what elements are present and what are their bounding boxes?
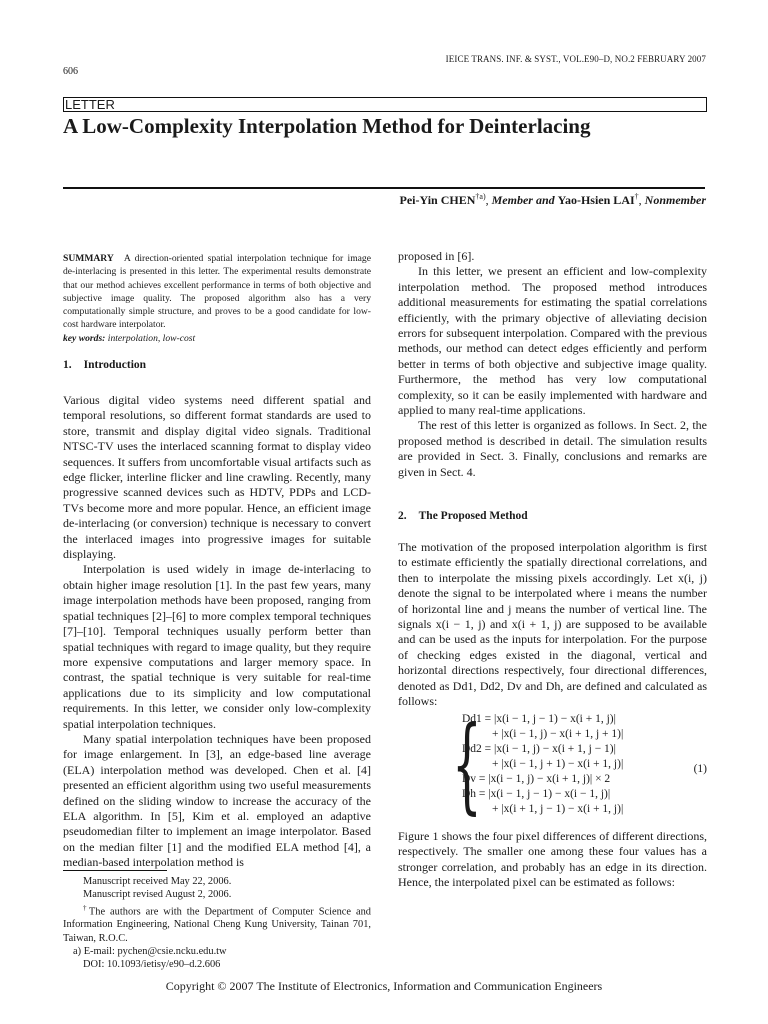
- equation-line: Dd2 = |x(i − 1, j) − x(i + 1, j − 1)|: [462, 743, 616, 755]
- intro-paragraph-1: Various digital video systems need different spatial and temporal resolutions, so different format standards are used to store, transmit and display digital video signals. Traditional NTSC-TV uses the interlaced scanning format to display video sequences. It suffers from uncomfortable visual artifacts such as edge flicker, interline flicker and line crawling. Recently, many progressive scanned devices such as HDTV, PDPs and LCD-TVs become more and more popular. Hence, an efficient image de-interlacing (or conversion) technique is necessary to convert the interlaced images into progressive images for suitable displaying.: [63, 393, 372, 562]
- keywords-line: [63, 332, 371, 345]
- method-paragraph-1: The motivation of the proposed interpolation algorithm is first to estimate efficiently the spatially directional correlations, and then to interpolate the missing pixels accordingly. Let x(i, j) denote the signal to be interpolated where i means the number of horizontal line and j means the number of vertical line. The signals x(i − 1, j) and x(i + 1, j) are supposed to be available and can be used as the inputs for interpolation. For the purpose of checking edges existed in the diagonal, vertical and horizontal directions respectively, four directional differences, denoted as Dd1, Dd2, Dv and Dh, are defined and calculated as follows:: [398, 540, 707, 709]
- journal-header: IEICE TRANS. INF. & SYST., VOL.E90–D, NO.2 FEBRUARY 2007: [445, 54, 706, 64]
- footnote-email: [63, 945, 371, 958]
- footnote-rule: [63, 870, 167, 871]
- author-2-mark: †: [634, 192, 639, 201]
- author-sep-2: ,: [638, 193, 645, 207]
- section-2-number: 2.: [398, 510, 407, 522]
- footnote-received: Manuscript received May 22, 2006.: [83, 876, 232, 887]
- section-2-title: The Proposed Method: [418, 510, 528, 522]
- footnote-email-text: E-mail: pychen@csie.ncku.edu.tw: [83, 945, 227, 957]
- intro-paragraph-3: Many spatial interpolation techniques have been proposed for image enlargement. In [3], an edge-based line average (ELA) interpolation method was developed. Chen et al. [4] presented an efficient algorithm using two useful measurements defined on the sliding window to increase the accuracy of the ELA algorithm. In [5], Kim et al. employed an adaptive pseudomedian filter to implement an image interpolator. Based on the median filter [1] and the modified ELA method [4], a median-based interpolation method is: [63, 731, 371, 870]
- equation-1: [452, 703, 707, 825]
- right-column-intro: [398, 249, 707, 480]
- summary-block: [63, 252, 371, 345]
- footnote-email-mark: a): [73, 945, 82, 957]
- title-rule: [63, 187, 705, 189]
- equation-line: + |x(i + 1, j − 1) − x(i + 1, j)|: [492, 803, 624, 815]
- section-2-heading: [398, 510, 707, 522]
- footnote-affiliation: [63, 902, 371, 945]
- intro-paragraph-2: Interpolation is used widely in image de-interlacing to obtain higher image resolution [1]. In the past few years, many image interpolation methods have been proposed, ranging from spatial techniques [2]–[6] to more complex temporal techniques [7]–[10]. Temporal techniques usually perform better than spatial techniques with regard to image quality, but they require more expensive computations and larger memory space. In contrast, the spatial technique is very suitable for real-time applications due to its simplicity and low computational requirements. In this letter, we consider only low-complexity spatial interpolation techniques.: [63, 562, 371, 731]
- author-line: [400, 192, 706, 208]
- section-1-heading: [63, 359, 371, 371]
- section-1-title: Introduction: [83, 359, 147, 371]
- section-2-body: [398, 540, 707, 709]
- equation-line: Dh = |x(i − 1, j − 1) − x(i − 1, j)|: [462, 788, 611, 800]
- author-2-role: Nonmember: [644, 193, 706, 207]
- footnote-doi: DOI: 10.1093/ietisy/e90–d.2.606: [83, 959, 221, 971]
- page-number: 606: [63, 66, 78, 77]
- footnote-affiliation-text: The authors are with the Department of Computer Science and Information Engineering, National Cheng Kung University, Tainan 701, Taiwan, R.O.C.: [63, 906, 372, 944]
- author-and: and: [532, 193, 558, 207]
- equation-number: (1): [693, 763, 707, 775]
- intro-paragraph-4: In this letter, we present an efficient and low-complexity interpolation method. The proposed method introduces additional measurements for estimating the spatial correlations efficiently, with the primary objective of alleviating decision errors for subsequent interpolation. Compared with the previous methods, our method can detect edges efficiently and perform better in terms of both objective and subjective image quality. Furthermore, the method has very low computational complexity, so it can be easily implemented with hardware and applied to many real-time applications.: [398, 264, 707, 418]
- author-1-role: Member: [491, 193, 533, 207]
- section-1-number: 1.: [63, 359, 72, 371]
- section-1-body: [63, 393, 371, 871]
- equation-line: Dv = |x(i − 1, j) − x(i + 1, j)| × 2: [462, 773, 611, 785]
- section-2-body-continued: [398, 829, 707, 891]
- paper-title: A Low-Complexity Interpolation Method for Deinterlacing: [63, 114, 591, 138]
- summary-text: A direction-oriented spatial interpolation technique for image de-interlacing is presented in this letter. The experimental results demonstrate that our method achieves excellent performance in terms of both objective and subjective image quality. The proposed algorithm also has a very computationally simple structure, and proves to be a good candidate for low-cost hardware interpolator.: [63, 253, 371, 331]
- author-1-mark: †a): [475, 192, 486, 201]
- author-sep-1: ,: [485, 193, 492, 207]
- summary-label: SUMMARY: [63, 253, 114, 264]
- footnote-affiliation-mark: †: [83, 903, 89, 912]
- equation-line: Dd1 = |x(i − 1, j − 1) − x(i + 1, j)|: [462, 713, 616, 725]
- equation-brace: {: [452, 703, 482, 825]
- keywords-label: key words:: [63, 332, 106, 344]
- intro-paragraph-5: The rest of this letter is organized as follows. In Sect. 2, the proposed method is described in detail. The simulation results are provided in Sect. 3. Finally, conclusions and remarks are given in Sect. 4.: [398, 418, 707, 479]
- copyright-line: Copyright © 2007 The Institute of Electronics, Information and Communication Engineers: [165, 979, 603, 993]
- footnotes: [63, 875, 371, 972]
- footnote-revised: Manuscript revised August 2, 2006.: [83, 889, 232, 901]
- equation-line: + |x(i − 1, j + 1) − x(i + 1, j)|: [492, 758, 624, 770]
- author-2-name: Yao-Hsien LAI: [557, 193, 635, 207]
- intro-continuation: proposed in [6].: [398, 249, 475, 263]
- author-1-name: Pei-Yin CHEN: [399, 193, 476, 207]
- article-type-box: LETTER: [63, 97, 707, 112]
- equation-line: + |x(i − 1, j) − x(i + 1, j + 1)|: [492, 728, 624, 740]
- keywords-value: interpolation, low-cost: [107, 332, 196, 344]
- method-paragraph-2: Figure 1 shows the four pixel differences of different directions, respectively. The smaller one among these four values has a stronger correlation, and probably has an edge in its direction. Hence, the interpolated pixel can be estimated as follows:: [398, 829, 707, 890]
